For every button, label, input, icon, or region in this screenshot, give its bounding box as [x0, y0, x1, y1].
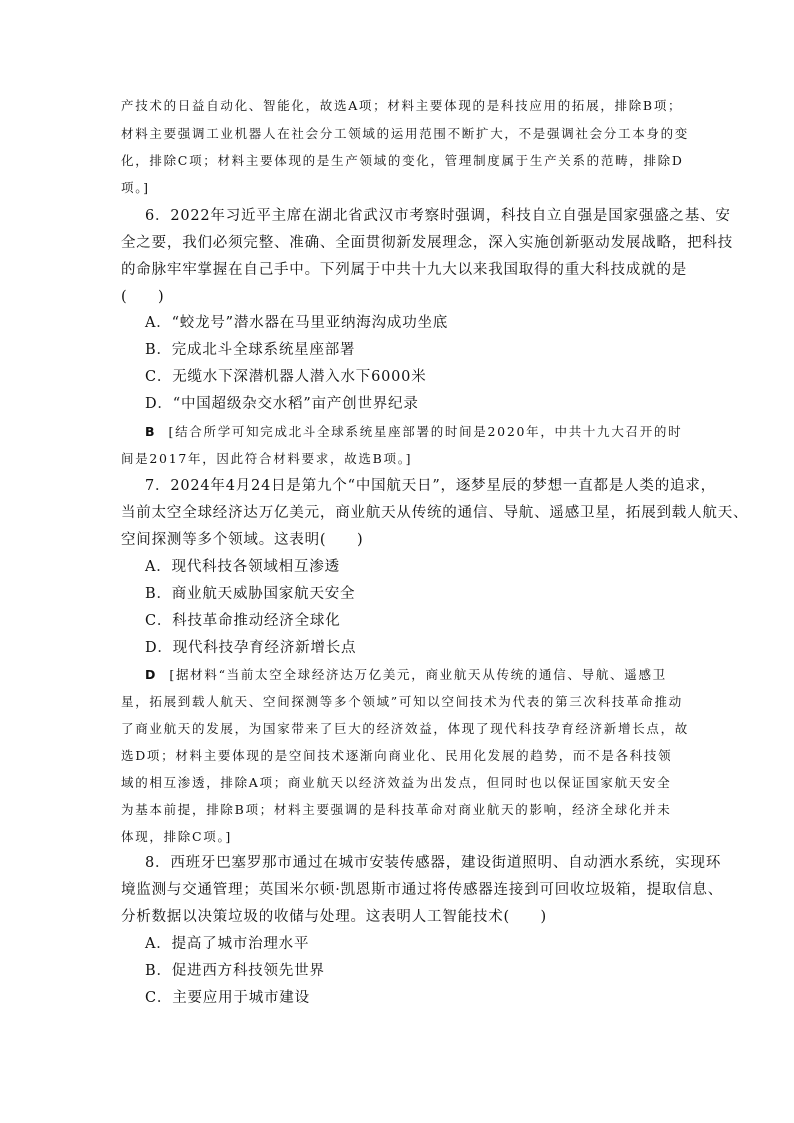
option-d: D．“中国超级杂交水稻”亩产创世界纪录 [145, 396, 419, 412]
answer-explanation-line: 间是2017年，因此符合材料要求，故选B项。] [121, 451, 413, 466]
question-stem-line: 当前太空全球经济达万亿美元，商业航天从传统的通信、导航、遥感卫星，拓展到载人航天、 [121, 505, 749, 521]
answer-blank: ( ) [121, 289, 165, 305]
question-stem-line: 的命脉牢牢掌握在自己手中。下列属于中共十九大以来我国取得的重大科技成就的是 [121, 262, 688, 278]
option-a: A．“蛟龙号”潜水器在马里亚纳海沟成功坐底 [145, 315, 449, 331]
option-c: C．主要应用于城市建设 [145, 990, 310, 1006]
question-stem-line: 分析数据以决策垃圾的收储与处理。这表明人工智能技术( ) [121, 909, 548, 925]
answer-explanation-line [145, 422, 705, 442]
answer-text: [据材料“当前太空全球经济达万亿美元，商业航天从传统的通信、导航、遥感卫 [169, 667, 667, 682]
option-a: A．现代科技各领域相互渗透 [145, 559, 340, 575]
text-line: 材料主要强调工业机器人在社会分工领域的运用范围不断扩大，不是强调社会分工本身的变 [121, 126, 690, 141]
answer-explanation-line [145, 665, 705, 685]
answer-key: D [145, 667, 156, 682]
option-b: B．完成北斗全球系统星座部署 [145, 342, 356, 358]
question-stem-line: 境监测与交通管理；英国米尔顿·凯恩斯市通过将传感器连接到可回收垃圾箱，提取信息、 [121, 882, 724, 898]
option-a: A．提高了城市治理水平 [145, 936, 310, 952]
answer-explanation-line: 选D项；材料主要体现的是空间技术逐渐向商业化、民用化发展的趋势，而不是各科技领 [121, 748, 673, 763]
answer-explanation-line: 星，拓展到载人航天、空间探测等多个领域”可知以空间技术为代表的第三次科技革命推动 [121, 694, 683, 709]
text-line: 项。] [121, 180, 150, 195]
text-line: 化，排除C项；材料主要体现的是生产领域的变化，管理制度属于生产关系的范畴，排除D [121, 153, 684, 168]
answer-explanation-line: 体现，排除C项。] [121, 829, 232, 844]
answer-key: B [145, 424, 155, 439]
option-b: B．促进西方科技领先世界 [145, 963, 325, 979]
question-stem-line: 空间探测等多个领域。这表明( ) [121, 532, 364, 548]
question-stem-line: 7．2024年4月24日是第九个“中国航天日”，逐梦星辰的梦想一直都是人类的追求， [145, 478, 716, 494]
answer-explanation-line: 为基本前提，排除B项；材料主要强调的是科技革命对商业航天的影响，经济全球化并未 [121, 802, 672, 817]
question-stem-line: 8．西班牙巴塞罗那市通过在城市安装传感器，建设街道照明、自动洒水系统，实现环 [145, 855, 722, 871]
option-c: C．无缆水下深潜机器人潜入水下6000米 [145, 369, 427, 385]
option-c: C．科技革命推动经济全球化 [145, 613, 341, 629]
question-stem-line: 全之要，我们必须完整、准确、全面贯彻新发展理念，深入实施创新驱动发展战略，把科技 [121, 235, 733, 251]
text-line: 产技术的日益自动化、智能化，故选A项；材料主要体现的是科技应用的拓展，排除B项； [121, 98, 683, 113]
question-stem-line: 6．2022年习近平主席在湖北省武汉市考察时强调，科技自立自强是国家强盛之基、安 [145, 208, 731, 224]
answer-explanation-line: 了商业航天的发展，为国家带来了巨大的经济效益，体现了现代科技孕育经济新增长点，故 [121, 721, 690, 736]
answer-text: [结合所学可知完成北斗全球系统星座部署的时间是2020年，中共十九大召开的时 [168, 424, 683, 439]
option-d: D．现代科技孕育经济新增长点 [145, 640, 357, 656]
answer-explanation-line: 域的相互渗透，排除A项；商业航天以经济效益为出发点，但同时也以保证国家航天安全 [121, 775, 672, 790]
option-b: B．商业航天威胁国家航天安全 [145, 586, 356, 602]
